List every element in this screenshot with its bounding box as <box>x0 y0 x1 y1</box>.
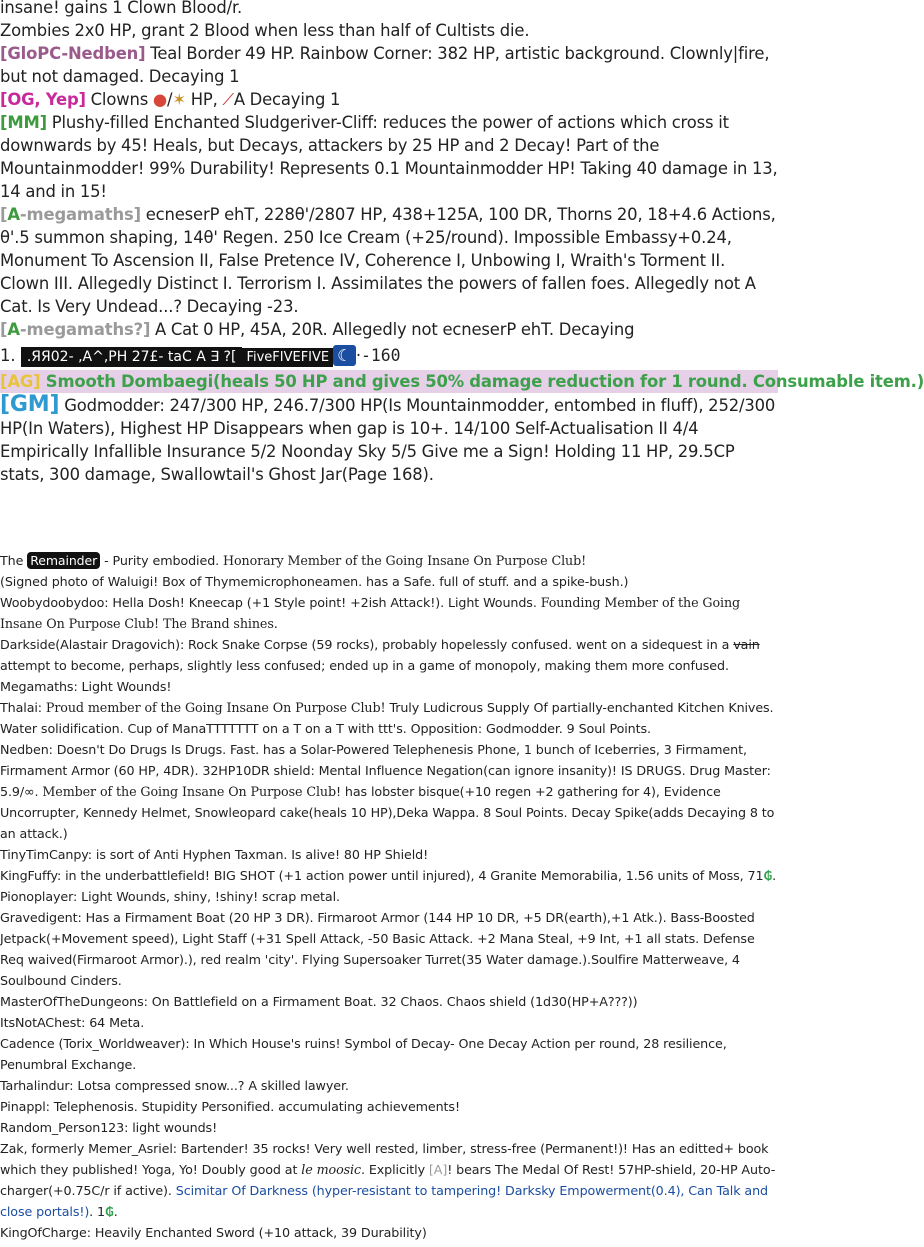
entry-text: Godmodder: 247/300 HP, 246.7/300 HP(Is Mountainmodder, entombed in fluff), 252/300 HP(In Waters), Highest HP Disappears when gap is 10+. 14/100 Self-Actualisation II 4/4 Empirically Infallible Insurance 5/2 Noonday Sky 5/5 Give me a Sign! Holding 11 HP, 29.5CP stats, 300 damage, Swallowtail's Ghost Jar(Page 168). <box>0 396 776 484</box>
line-tarhalindur: Tarhalindur: Lotsa compressed snow...? A skilled lawyer. <box>0 1078 349 1093</box>
line-nedben: Nedben: Doesn't Do Drugs Is Drugs. Fast. has a Solar-Powered Telephenesis Phone, 1 bunch of Iceberries, 3 Firmament, Firmament Armor (60 HP, 4DR). 32HP10DR shield: Mental Influence Negation(can ignore insanity)! IS DRUGS. Drug Master: 5.9/∞. Member of the Going Insane On Purpose Club! has lobster bisque(+10 regen +2 gathering for 4), Evidence Uncorrupter, Kennedy Helmet, Snowleopard cake(heals 10 HP),Deka Wappa. 8 Soul Points. Decay Spike(adds Decaying 8 to an attack.) <box>0 742 775 841</box>
line-zombies: Zombies 2x0 HP, grant 2 Blood when less than half of Cultists die. <box>0 21 530 40</box>
entry-text: Plushy-filled Enchanted Sludgeriver-Cliff: reduces the power of actions which cross it downwards by 45! Heals, but Decays, attackers by 25 HP and 2 Decay! Part of the Mountainmodder! 99% Durability! Represents 0.1 Mountainmodder HP! Taking 40 damage in 13, 14 and in 15! <box>0 113 778 201</box>
status-block <box>0 0 924 486</box>
line-itsnotachest: ItsNotAChest: 64 Meta. <box>0 1015 145 1030</box>
entry-a-megamaths <box>0 203 778 318</box>
entry-og: [OG, Yep] Clowns ●/✶ HP, ⟋A Decaying 1 <box>0 90 341 109</box>
roster-block <box>0 550 778 1243</box>
entry-a-megamaths-2 <box>0 318 778 341</box>
line-clown-blood: insane! gains 1 Clown Blood/r. <box>0 0 243 17</box>
entry-mm <box>0 111 778 203</box>
tag-gm[interactable]: [GM] <box>0 392 60 417</box>
line-pinappl: Pinappl: Telephenosis. Stupidity Personified. accumulating achievements! <box>0 1099 460 1114</box>
line-kingfuffy: KingFuffy: in the underbattlefield! BIG SHOT (+1 action power until injured), 4 Granite Memorabilia, 1.56 units of Moss, 71₲. <box>0 868 777 883</box>
tag-a[interactable]: [A] <box>428 1162 448 1177</box>
entry-text: Smooth Dombaegi(heals 50 HP and gives 50% damage reduction for 1 round. Consumable item.) <box>40 372 924 391</box>
firecracker-icon: ⟋ <box>222 90 234 109</box>
tag-mm[interactable]: [MM] <box>0 113 48 132</box>
tag-a-megamaths[interactable]: [A-megamaths] <box>0 205 141 224</box>
entry-text: A Cat 0 HP, 45A, 20R. Allegedly not ecneserP ehT. Decaying <box>150 320 635 339</box>
line-masterofthedungeons: MasterOfTheDungeons: On Battlefield on a Firmament Boat. 32 Chaos. Chaos shield (1d30(HP+A???)) <box>0 994 638 1009</box>
row-value: -160 <box>361 346 401 365</box>
tag-a-megamaths-2[interactable]: [A-megamaths?] <box>0 320 151 339</box>
entry-text: A Decaying 1 <box>233 90 341 109</box>
entry-text: ecneserP ehT, 228θ'/2807 HP, 438+125A, 100 DR, Thorns 20, 18+4.6 Actions, θ'.5 summon shaping, 14θ' Regen. 250 Ice Cream (+25/round). Impossible Embassy+0.24, Monument To Ascension II, False Pretence IV, Coherence I, Unbowing I, Wraith's Torment II. Clown III. Allegedly Distinct I. Terrorism I. Assimilates the powers of fallen foes. Allegedly not A Cat. Is Very Undead...? Decaying -23. <box>0 205 776 316</box>
line-pionoplayer: Pionoplayer: Light Wounds, shiny, !shiny! scrap metal. <box>0 889 340 904</box>
tag-glopc[interactable]: [GloPC-Nedben] <box>0 44 146 63</box>
line-darkside: Darkside(Alastair Dragovich): Rock Snake Corpse (59 rocks), probably hopelessly confused. went on a sidequest in a vain attempt to become, perhaps, slightly less confused; ended up in a game of monopoly, making them more confused. <box>0 637 760 673</box>
line-kingofcharge: KingOfCharge: Heavily Enchanted Sword (+10 attack, 39 Durability) <box>0 1225 427 1240</box>
coin-icon: ₲ <box>105 1204 114 1219</box>
entry-text: Clowns <box>85 90 153 109</box>
entry-text: Teal Border 49 HP. Rainbow Corner: 382 HP, artistic background. Clownly|fire, but not damaged. Decaying 1 <box>0 44 770 86</box>
line-cadence: Cadence (Torix_Worldweaver): In Which House's ruins! Symbol of Decay- One Decay Action per round, 28 resilience, Penumbral Exchange. <box>0 1036 727 1072</box>
remainder-badge[interactable]: Remainder <box>27 552 100 569</box>
line-waluigi: (Signed photo of Waluigi! Box of Thymemicrophoneamen. has a Safe. full of stuff. and a spike-bush.) <box>0 574 629 589</box>
tag-og[interactable]: [OG, Yep] <box>0 90 86 109</box>
club-membership: Honorary Member of the Going Insane On Purpose Club! <box>223 553 587 568</box>
spacer <box>0 486 778 550</box>
tag-ag[interactable]: [AG] <box>0 372 41 391</box>
line-gravedigent: Gravedigent: Has a Firmament Boat (20 HP 3 DR). Firmaroot Armor (144 HP 10 DR, +5 DR(earth),+1 Atk.). Bass-Boosted Jetpack(+Movement speed), Light Staff (+31 Spell Attack, -50 Basic Attack. +2 Mana Steal, +9 Int, +1 all stats. Defense Req waived(Firmaroot Armor).), red realm 'city'. Flying Supersoaker Turret(35 Water damage.).Soulfire Matterweave, 4 Soulbound Cinders. <box>0 910 755 988</box>
list-row-1 <box>0 341 778 370</box>
line-megamaths: Megamaths: Light Wounds! <box>0 679 172 694</box>
five-fire-text: FiveFIVEFIVE <box>242 348 333 367</box>
coin-icon: ₲ <box>763 868 773 883</box>
entry-text: HP, <box>185 90 223 109</box>
line-tinytimcanpy: TinyTimCanpy: is sort of Anti Hyphen Taxman. Is alive! 80 HP Shield! <box>0 847 429 862</box>
line-zak: Zak, formerly Memer_Asriel: Bartender! 35 rocks! Very well rested, limber, stress-free (Permanent!)! Has an editted+ book which they published! Yoga, Yo! Doubly good at le moosic. Explicitly [A]! bears The Medal Of Rest! 57HP-shield, 20-HP Auto-charger(+0.75C/r if active). Scimitar Of Darkness (hyper-resistant to tampering! Darksky Empowerment(0.4), Can Talk and close portals!). 1₲. <box>0 1141 776 1219</box>
inverted-text-banner: .ЯЯ02- ,A^,PH 27£- taC A ∃ ?[ <box>21 347 243 367</box>
line-remainder: The Remainder - Purity embodied. Honorary Member of the Going Insane On Purpose Club! <box>0 553 587 568</box>
balloon-icon: ● <box>152 90 168 109</box>
entry-glopc <box>0 42 778 88</box>
line-random-person: Random_Person123: light wounds! <box>0 1120 218 1135</box>
line-woobydoobydoo: Woobydoobydoo: Hella Dosh! Kneecap (+1 Style point! +2ish Attack!). Light Wounds. Founding Member of the Going Insane On Purpose Club! The Brand shines. <box>0 595 741 631</box>
entry-gm <box>0 393 778 486</box>
separator-dot: · <box>355 346 362 365</box>
party-popper-icon: ✶ <box>172 90 186 109</box>
list-number: 1. <box>0 346 21 365</box>
moon-icon: ☾ <box>333 345 356 366</box>
line-thalai: Thalai: Proud member of the Going Insane On Purpose Club! Truly Ludicrous Supply Of partially-enchanted Kitchen Knives. Water solidification. Cup of ManaTTTTTTT on a T on a T with ttt's. Opposition: Godmodder. 9 Soul Points. <box>0 700 774 736</box>
entry-ag <box>0 370 924 393</box>
